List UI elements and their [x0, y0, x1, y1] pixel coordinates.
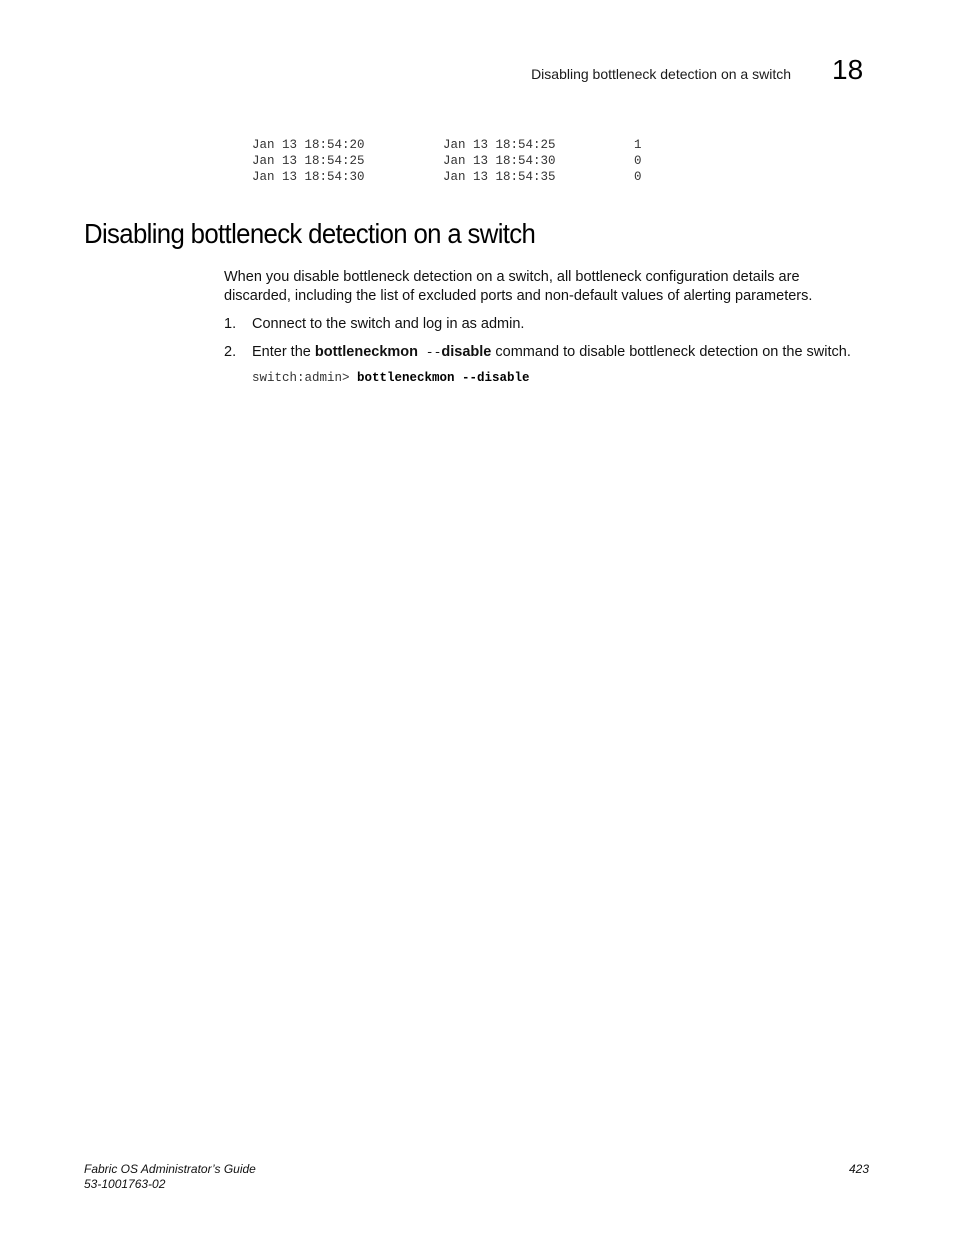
step-text-before: Enter the [252, 344, 315, 360]
code-cell: 1 [634, 138, 642, 152]
code-row [252, 137, 652, 153]
chapter-number: 18 [832, 54, 864, 85]
section-heading: Disabling bottleneck detection on a switch [84, 218, 536, 249]
code-example [252, 371, 530, 385]
code-prompt: switch:admin> [252, 371, 358, 385]
step-text-after: command to disable bottleneck detection on the switch. [491, 344, 851, 360]
section-paragraph: When you disable bottleneck detection on a switch, all bottleneck configuration details are discarded, including the list of excluded ports and non-default values of alerting parameters. [224, 269, 813, 304]
step-number: 2. [224, 344, 237, 360]
code-cell: Jan 13 18:54:20 [252, 138, 365, 152]
step-text: Connect to the switch and log in as admin. [252, 316, 525, 332]
code-row [252, 153, 652, 169]
code-cell: Jan 13 18:54:30 [443, 154, 556, 168]
code-cell: Jan 13 18:54:25 [443, 138, 556, 152]
code-cell: Jan 13 18:54:25 [252, 154, 365, 168]
command-dashes: -- [418, 345, 442, 360]
footer-left [84, 1162, 256, 1192]
code-command: bottleneckmon --disable [357, 371, 530, 385]
code-row [252, 169, 652, 185]
footer-guide-title: Fabric OS Administrator’s Guide [84, 1162, 256, 1176]
step-number: 1. [224, 316, 237, 332]
code-cell: Jan 13 18:54:35 [443, 170, 556, 184]
code-output-table [252, 137, 652, 185]
code-cell: 0 [634, 154, 642, 168]
command-name: bottleneckmon [314, 344, 418, 360]
footer-page-number: 423 [849, 1162, 870, 1176]
code-cell: Jan 13 18:54:30 [252, 170, 365, 184]
code-cell: 0 [634, 170, 642, 184]
header-title: Disabling bottleneck detection on a switch [531, 66, 791, 82]
step-text [252, 343, 851, 362]
footer-doc-number: 53-1001763-02 [84, 1177, 166, 1191]
command-option: disable [441, 344, 492, 360]
